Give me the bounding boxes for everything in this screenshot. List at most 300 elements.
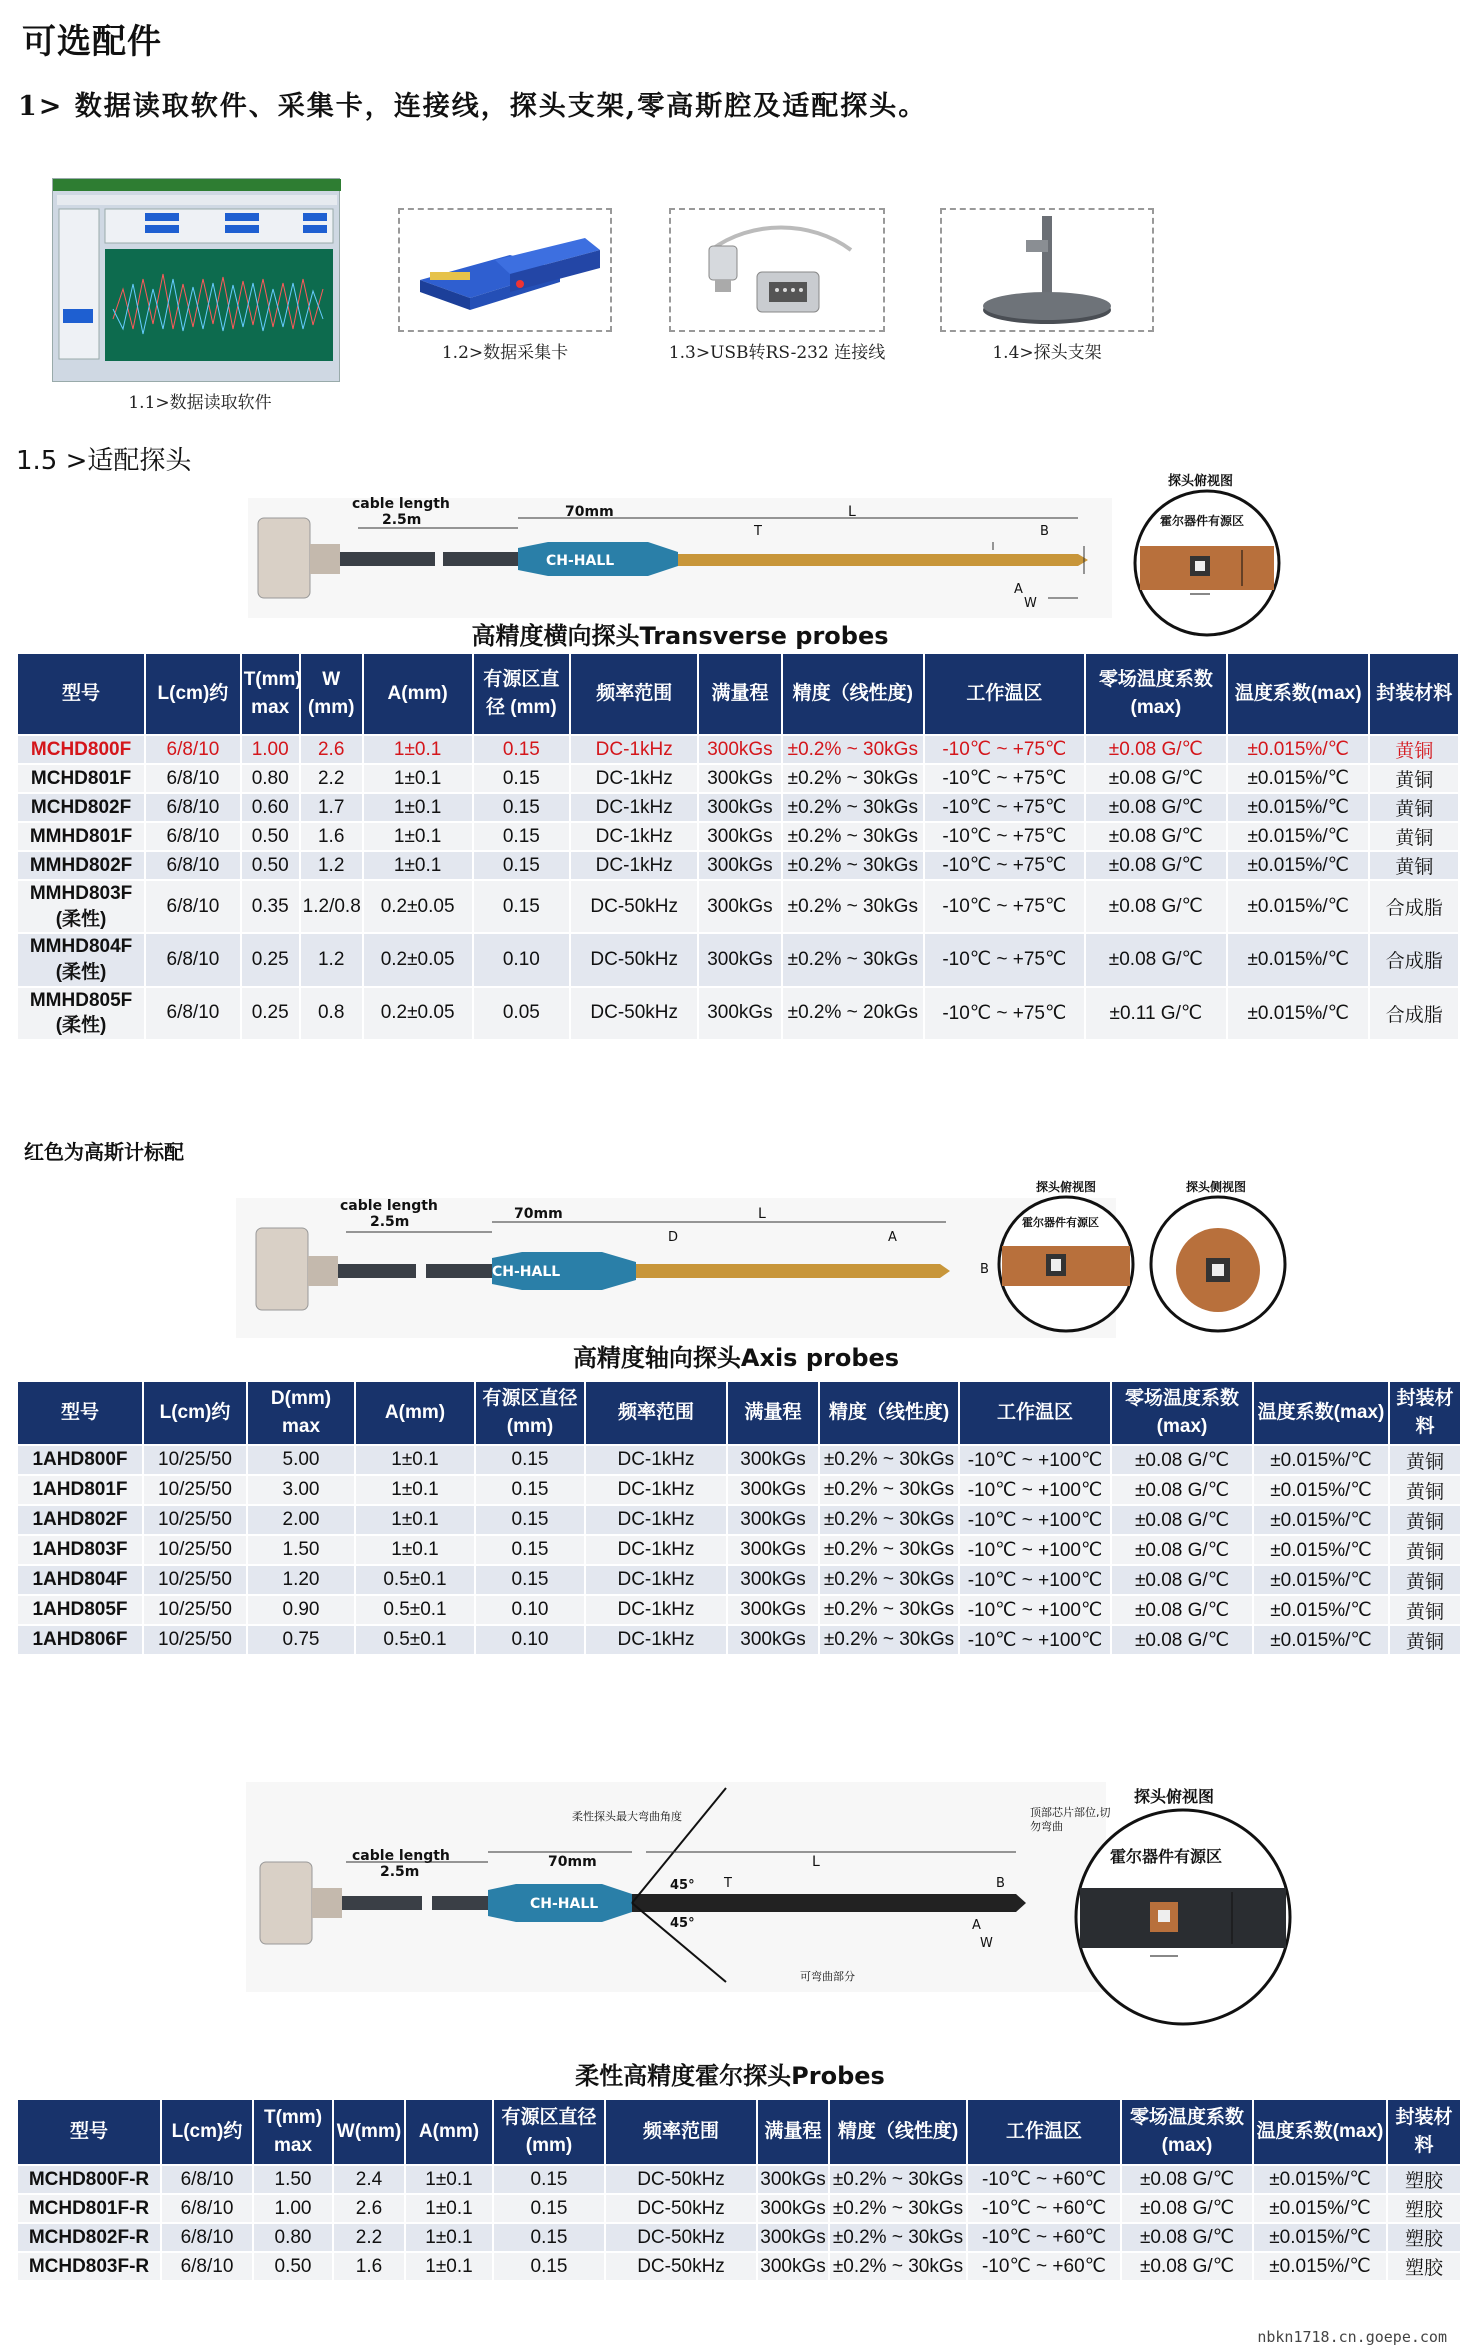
flex-seg-label: 70mm [548, 1854, 597, 1870]
table-cell: ±0.2% ~ 30kGs [829, 2194, 967, 2223]
table-cell: 黄铜 [1389, 1535, 1461, 1565]
th-material: 封装材料 [1387, 2099, 1461, 2165]
table-cell: ±0.015%/℃ [1227, 880, 1369, 933]
table-cell: 0.15 [475, 1445, 585, 1475]
table-cell: 塑胶 [1387, 2165, 1461, 2194]
th-material: 封装材料 [1389, 1381, 1461, 1445]
transverse-diagram [248, 498, 1112, 618]
th-active-diameter: 有源区直径 (mm) [475, 1381, 585, 1445]
table-cell: 0.2±0.05 [363, 987, 473, 1040]
table-cell: 6/8/10 [161, 2165, 253, 2194]
table-cell: 0.15 [473, 822, 571, 851]
daq-card-box [398, 208, 612, 332]
table-cell: 1.2 [300, 851, 363, 880]
table-cell: 2.4 [333, 2165, 405, 2194]
flex-cable-len: 2.5m [380, 1864, 420, 1880]
table-cell: 1±0.1 [405, 2194, 493, 2223]
table-cell: 1.6 [333, 2252, 405, 2281]
table-cell: ±0.2% ~ 30kGs [819, 1475, 959, 1505]
table-cell: ±0.015%/℃ [1227, 851, 1369, 880]
table-cell: -10℃ ~ +60℃ [967, 2165, 1121, 2194]
table-cell: 6/8/10 [145, 880, 241, 933]
table-cell: 6/8/10 [161, 2252, 253, 2281]
th-frequency: 频率范围 [585, 1381, 727, 1445]
th-thickness: T(mm) max [241, 653, 300, 735]
table-cell: 1±0.1 [405, 2223, 493, 2252]
table-cell: 1.2/0.8 [300, 880, 363, 933]
table-cell: DC-50kHz [605, 2252, 757, 2281]
cell-model: MMHD805F (柔性) [17, 987, 145, 1040]
table-cell: 1.00 [241, 735, 300, 764]
th-full-scale: 满量程 [757, 2099, 829, 2165]
table-cell: 300kGs [727, 1535, 819, 1565]
table-cell: 300kGs [727, 1475, 819, 1505]
flex-angle2-label: 45° [670, 1916, 695, 1931]
table-cell: -10℃ ~ +60℃ [967, 2194, 1121, 2223]
table-cell: 0.15 [473, 851, 571, 880]
flex-A-label: A [972, 1918, 981, 1933]
th-material: 封装材料 [1369, 653, 1459, 735]
table-cell: ±0.08 G/℃ [1121, 2194, 1253, 2223]
table-cell: ±0.2% ~ 30kGs [819, 1565, 959, 1595]
table-cell: 0.5±0.1 [355, 1625, 475, 1655]
daq-card-icon [400, 210, 610, 330]
axis-side-view [1148, 1194, 1288, 1334]
transverse-W-label: W [1024, 596, 1037, 611]
probe-stand-box [940, 208, 1154, 332]
table-cell: 0.15 [493, 2194, 605, 2223]
table-cell: DC-1kHz [570, 822, 698, 851]
table-cell: 300kGs [698, 735, 781, 764]
table-cell: -10℃ ~ +100℃ [959, 1445, 1111, 1475]
table-cell: 黄铜 [1369, 822, 1459, 851]
table-cell: 1.00 [253, 2194, 333, 2223]
table-row [17, 851, 1459, 880]
cell-model: 1AHD805F [17, 1595, 143, 1625]
table-row [17, 1505, 1461, 1535]
table-cell: ±0.2% ~ 20kGs [782, 987, 924, 1040]
th-zero-temp-coef: 零场温度系数 (max) [1085, 653, 1227, 735]
table-cell: DC-50kHz [570, 933, 698, 986]
table-cell: 黄铜 [1369, 764, 1459, 793]
table-cell: -10℃ ~ +75℃ [924, 880, 1085, 933]
table-cell: 1.20 [247, 1565, 355, 1595]
cell-model: 1AHD806F [17, 1625, 143, 1655]
table-cell: 1±0.1 [405, 2252, 493, 2281]
table-row [17, 1475, 1461, 1505]
flex-top-view-label: 探头俯视图 [1134, 1787, 1215, 1806]
table-cell: 6/8/10 [161, 2223, 253, 2252]
table-cell: 6/8/10 [145, 933, 241, 986]
table-cell: ±0.015%/℃ [1227, 933, 1369, 986]
standard-note: 红色为高斯计标配 [24, 1140, 184, 1164]
th-A: A(mm) [355, 1381, 475, 1445]
table-cell: ±0.08 G/℃ [1085, 793, 1227, 822]
axis-table [16, 1380, 1462, 1656]
table-cell: 0.15 [475, 1535, 585, 1565]
table-cell: 10/25/50 [143, 1625, 247, 1655]
axis-side-view-label: 探头侧视图 [1186, 1180, 1247, 1194]
software-screenshot [52, 178, 340, 382]
cell-model: 1AHD803F [17, 1535, 143, 1565]
table-row [17, 735, 1459, 764]
table-cell: 1.50 [247, 1535, 355, 1565]
table-cell: ±0.015%/℃ [1253, 2223, 1387, 2252]
table-cell: 1±0.1 [355, 1475, 475, 1505]
cell-model: MCHD800F [17, 735, 145, 764]
table-row [17, 822, 1459, 851]
table-cell: ±0.2% ~ 30kGs [819, 1535, 959, 1565]
table-cell: 0.60 [241, 793, 300, 822]
table-cell: ±0.2% ~ 30kGs [819, 1505, 959, 1535]
table-cell: ±0.015%/℃ [1253, 2252, 1387, 2281]
table-cell: 2.2 [333, 2223, 405, 2252]
flex-B-label: B [996, 1876, 1005, 1891]
table-cell: ±0.08 G/℃ [1085, 764, 1227, 793]
transverse-hall-area-label: 霍尔器件有源区 [1160, 514, 1245, 528]
table-cell: ±0.2% ~ 30kGs [782, 880, 924, 933]
th-active-diameter: 有源区直径 (mm) [493, 2099, 605, 2165]
table-cell: 1.50 [253, 2165, 333, 2194]
table-cell: ±0.08 G/℃ [1111, 1625, 1253, 1655]
table-cell: 0.15 [473, 735, 571, 764]
axis-title: 高精度轴向探头Axis probes [572, 1344, 900, 1372]
flex-brand: CH-HALL [530, 1896, 599, 1912]
cell-model: 1AHD804F [17, 1565, 143, 1595]
th-temp-coef: 温度系数(max) [1227, 653, 1369, 735]
table-cell: ±0.2% ~ 30kGs [782, 735, 924, 764]
cell-model: MCHD802F [17, 793, 145, 822]
table-cell: 6/8/10 [145, 735, 241, 764]
table-cell: 300kGs [727, 1595, 819, 1625]
table-cell: DC-50kHz [605, 2165, 757, 2194]
table-cell: 黄铜 [1389, 1505, 1461, 1535]
table-cell: 0.10 [475, 1625, 585, 1655]
table-cell: 6/8/10 [145, 987, 241, 1040]
table-cell: ±0.08 G/℃ [1111, 1475, 1253, 1505]
transverse-title: 高精度横向探头Transverse probes [471, 622, 889, 650]
table-cell: DC-50kHz [605, 2223, 757, 2252]
axis-cable-len: 2.5m [370, 1214, 410, 1230]
caption-daq: 1.2>数据采集卡 [441, 343, 569, 363]
table-cell: -10℃ ~ +75℃ [924, 851, 1085, 880]
cell-model: 1AHD801F [17, 1475, 143, 1505]
usb-cable-box [669, 208, 885, 332]
caption-usb: 1.3>USB转RS-232 连接线 [668, 343, 886, 363]
transverse-L-label: L [848, 504, 856, 520]
table-cell: 黄铜 [1389, 1445, 1461, 1475]
page-subheading: 1> 数据读取软件、采集卡，连接线，探头支架,零高斯腔及适配探头。 [18, 91, 928, 122]
table-cell: 0.10 [475, 1595, 585, 1625]
transverse-cable-len: 2.5m [382, 512, 422, 528]
cell-model: 1AHD802F [17, 1505, 143, 1535]
table-row [17, 1565, 1461, 1595]
table-cell: -10℃ ~ +100℃ [959, 1535, 1111, 1565]
table-cell: 0.80 [241, 764, 300, 793]
table-cell: 1.6 [300, 822, 363, 851]
table-cell: 6/8/10 [145, 851, 241, 880]
table-cell: 2.2 [300, 764, 363, 793]
th-temp-coef: 温度系数(max) [1253, 2099, 1387, 2165]
table-cell: DC-1kHz [585, 1625, 727, 1655]
table-row [17, 764, 1459, 793]
table-cell: 0.15 [473, 764, 571, 793]
axis-L-label: L [758, 1206, 766, 1222]
flex-hall-area-label: 霍尔器件有源区 [1110, 1847, 1223, 1866]
table-cell: 3.00 [247, 1475, 355, 1505]
table-cell: 6/8/10 [161, 2194, 253, 2223]
transverse-cable-label: cable length [352, 496, 450, 512]
transverse-B-label: B [1040, 524, 1049, 539]
table-cell: -10℃ ~ +75℃ [924, 933, 1085, 986]
table-row [17, 2223, 1461, 2252]
table-cell: -10℃ ~ +60℃ [967, 2252, 1121, 2281]
table-cell: 黄铜 [1389, 1595, 1461, 1625]
th-temp-range: 工作温区 [967, 2099, 1121, 2165]
th-accuracy: 精度（线性度) [819, 1381, 959, 1445]
table-cell: 300kGs [757, 2165, 829, 2194]
table-cell: 300kGs [698, 764, 781, 793]
table-cell: 6/8/10 [145, 764, 241, 793]
table-cell: ±0.2% ~ 30kGs [829, 2223, 967, 2252]
transverse-header-row [17, 653, 1459, 735]
table-cell: 1±0.1 [355, 1505, 475, 1535]
table-cell: DC-1kHz [570, 851, 698, 880]
table-cell: 0.15 [475, 1505, 585, 1535]
table-cell: ±0.08 G/℃ [1085, 880, 1227, 933]
table-cell: 0.15 [473, 793, 571, 822]
table-cell: 0.8 [300, 987, 363, 1040]
table-row [17, 2194, 1461, 2223]
table-cell: DC-1kHz [585, 1445, 727, 1475]
axis-B-label: B [980, 1262, 989, 1277]
table-cell: 6/8/10 [145, 822, 241, 851]
table-cell: 5.00 [247, 1445, 355, 1475]
cell-model: MMHD802F [17, 851, 145, 880]
table-cell: DC-1kHz [585, 1535, 727, 1565]
th-temp-range: 工作温区 [959, 1381, 1111, 1445]
axis-header-row [17, 1381, 1461, 1445]
table-cell: ±0.015%/℃ [1227, 822, 1369, 851]
table-row [17, 2252, 1461, 2281]
table-cell: DC-1kHz [570, 735, 698, 764]
table-cell: -10℃ ~ +75℃ [924, 822, 1085, 851]
flex-bendable-label: 可弯曲部分 [800, 1970, 855, 1983]
cell-model: MCHD803F-R [17, 2252, 161, 2281]
table-cell: 2.00 [247, 1505, 355, 1535]
cell-model: MMHD804F (柔性) [17, 933, 145, 986]
table-cell: ±0.2% ~ 30kGs [819, 1595, 959, 1625]
cell-model: 1AHD800F [17, 1445, 143, 1475]
caption-stand: 1.4>探头支架 [992, 343, 1102, 363]
th-temp-range: 工作温区 [924, 653, 1085, 735]
flex-max-bend-label: 柔性探头最大弯曲角度 [572, 1810, 682, 1823]
table-cell: 黄铜 [1369, 735, 1459, 764]
table-cell: 10/25/50 [143, 1445, 247, 1475]
table-cell: -10℃ ~ +60℃ [967, 2223, 1121, 2252]
table-cell: ±0.2% ~ 30kGs [782, 764, 924, 793]
table-cell: DC-50kHz [570, 880, 698, 933]
section-probe-title: 1.5 >适配探头 [16, 446, 192, 476]
table-cell: -10℃ ~ +75℃ [924, 735, 1085, 764]
table-cell: 合成脂 [1369, 933, 1459, 986]
table-cell: 黄铜 [1389, 1625, 1461, 1655]
watermark: nbkn1718.cn.goepe.com [1257, 2328, 1447, 2346]
transverse-table [16, 652, 1460, 1041]
table-cell: ±0.08 G/℃ [1111, 1445, 1253, 1475]
table-cell: 1±0.1 [363, 822, 473, 851]
table-cell: 300kGs [727, 1505, 819, 1535]
table-cell: ±0.08 G/℃ [1111, 1595, 1253, 1625]
table-cell: 黄铜 [1369, 851, 1459, 880]
table-cell: 1±0.1 [363, 735, 473, 764]
table-cell: DC-1kHz [585, 1475, 727, 1505]
table-row [17, 880, 1459, 933]
transverse-seg-label: 70mm [565, 504, 614, 520]
table-cell: 300kGs [757, 2223, 829, 2252]
table-cell: 300kGs [698, 933, 781, 986]
table-cell: DC-1kHz [585, 1565, 727, 1595]
table-cell: 0.2±0.05 [363, 933, 473, 986]
th-A: A(mm) [405, 2099, 493, 2165]
th-width: W (mm) [300, 653, 363, 735]
axis-connector-icon [256, 1228, 308, 1310]
flex-angle1-label: 45° [670, 1878, 695, 1893]
table-cell: 黄铜 [1389, 1475, 1461, 1505]
table-cell: 10/25/50 [143, 1475, 247, 1505]
table-cell: 0.35 [241, 880, 300, 933]
table-cell: 0.25 [241, 987, 300, 1040]
table-cell: 0.15 [493, 2252, 605, 2281]
table-cell: ±0.2% ~ 30kGs [829, 2165, 967, 2194]
flex-connector-icon [260, 1862, 312, 1944]
th-zero-temp-coef: 零场温度系数 (max) [1121, 2099, 1253, 2165]
flex-chip-label: 顶部芯片部位,切勿弯曲 [1030, 1806, 1111, 1834]
table-cell: 塑胶 [1387, 2194, 1461, 2223]
table-cell: -10℃ ~ +75℃ [924, 764, 1085, 793]
table-cell: ±0.08 G/℃ [1111, 1505, 1253, 1535]
table-cell: ±0.08 G/℃ [1085, 822, 1227, 851]
table-cell: ±0.2% ~ 30kGs [829, 2252, 967, 2281]
table-cell: DC-1kHz [570, 793, 698, 822]
table-cell: 300kGs [727, 1445, 819, 1475]
table-cell: ±0.015%/℃ [1253, 1445, 1389, 1475]
th-length: L(cm)约 [145, 653, 241, 735]
cell-model: MCHD802F-R [17, 2223, 161, 2252]
table-cell: -10℃ ~ +100℃ [959, 1475, 1111, 1505]
table-row [17, 1595, 1461, 1625]
table-cell: 0.50 [253, 2252, 333, 2281]
th-zero-temp-coef: 零场温度系数 (max) [1111, 1381, 1253, 1445]
table-cell: 10/25/50 [143, 1565, 247, 1595]
table-cell: 0.15 [475, 1475, 585, 1505]
table-cell: ±0.2% ~ 30kGs [782, 933, 924, 986]
table-cell: 300kGs [698, 822, 781, 851]
flex-cable-label: cable length [352, 1848, 450, 1864]
table-cell: 10/25/50 [143, 1595, 247, 1625]
table-cell: -10℃ ~ +100℃ [959, 1595, 1111, 1625]
table-cell: 黄铜 [1369, 793, 1459, 822]
th-temp-coef: 温度系数(max) [1253, 1381, 1389, 1445]
table-cell: ±0.08 G/℃ [1121, 2223, 1253, 2252]
cell-model: MMHD803F (柔性) [17, 880, 145, 933]
flex-top-view [1072, 1806, 1294, 2028]
caption-software: 1.1>数据读取软件 [128, 393, 272, 413]
transverse-A-label: A [1014, 582, 1023, 597]
table-cell: 合成脂 [1369, 987, 1459, 1040]
page-heading: 可选配件 [22, 22, 162, 62]
table-cell: 塑胶 [1387, 2223, 1461, 2252]
probe-stand-icon [942, 210, 1152, 330]
table-cell: -10℃ ~ +100℃ [959, 1565, 1111, 1595]
axis-D-label: D [668, 1230, 679, 1245]
cell-model: MCHD801F [17, 764, 145, 793]
table-cell: ±0.015%/℃ [1253, 2165, 1387, 2194]
table-cell: ±0.015%/℃ [1227, 987, 1369, 1040]
table-cell: 2.6 [300, 735, 363, 764]
software-window-icon [53, 179, 341, 383]
th-length: L(cm)约 [161, 2099, 253, 2165]
table-row [17, 987, 1459, 1040]
table-cell: 1±0.1 [363, 851, 473, 880]
cell-model: MCHD800F-R [17, 2165, 161, 2194]
table-cell: 1.2 [300, 933, 363, 986]
table-cell: DC-1kHz [585, 1505, 727, 1535]
table-cell: -10℃ ~ +100℃ [959, 1625, 1111, 1655]
table-cell: DC-50kHz [570, 987, 698, 1040]
flex-L-label: L [812, 1854, 820, 1870]
flexible-title: 柔性高精度霍尔探头Probes [575, 2062, 885, 2090]
transverse-brand: CH-HALL [546, 553, 615, 569]
table-cell: ±0.015%/℃ [1227, 764, 1369, 793]
table-cell: 0.5±0.1 [355, 1565, 475, 1595]
table-cell: 1±0.1 [355, 1535, 475, 1565]
table-cell: -10℃ ~ +75℃ [924, 987, 1085, 1040]
th-frequency: 频率范围 [570, 653, 698, 735]
table-cell: 0.15 [493, 2165, 605, 2194]
table-cell: 300kGs [727, 1565, 819, 1595]
table-cell: DC-1kHz [585, 1595, 727, 1625]
table-cell: 0.5±0.1 [355, 1595, 475, 1625]
th-model: 型号 [17, 2099, 161, 2165]
table-cell: 0.05 [473, 987, 571, 1040]
table-cell: 1±0.1 [363, 764, 473, 793]
table-cell: ±0.08 G/℃ [1121, 2252, 1253, 2281]
table-cell: ±0.015%/℃ [1253, 1595, 1389, 1625]
table-cell: 1±0.1 [355, 1445, 475, 1475]
table-cell: ±0.2% ~ 30kGs [782, 851, 924, 880]
table-cell: 0.10 [473, 933, 571, 986]
table-cell: ±0.015%/℃ [1227, 793, 1369, 822]
th-length: L(cm)约 [143, 1381, 247, 1445]
table-cell: DC-50kHz [605, 2194, 757, 2223]
table-cell: 0.15 [493, 2223, 605, 2252]
table-cell: 300kGs [698, 880, 781, 933]
connector-icon [258, 518, 310, 598]
table-cell: 塑胶 [1387, 2252, 1461, 2281]
table-cell: ±0.015%/℃ [1253, 1475, 1389, 1505]
th-active-diameter: 有源区直径 (mm) [473, 653, 571, 735]
table-cell: ±0.08 G/℃ [1085, 735, 1227, 764]
table-cell: ±0.2% ~ 30kGs [782, 822, 924, 851]
table-cell: DC-1kHz [570, 764, 698, 793]
table-cell: ±0.015%/℃ [1227, 735, 1369, 764]
table-cell: 0.25 [241, 933, 300, 986]
th-model: 型号 [17, 653, 145, 735]
table-cell: ±0.015%/℃ [1253, 1505, 1389, 1535]
table-cell: 0.50 [241, 851, 300, 880]
table-row [17, 793, 1459, 822]
